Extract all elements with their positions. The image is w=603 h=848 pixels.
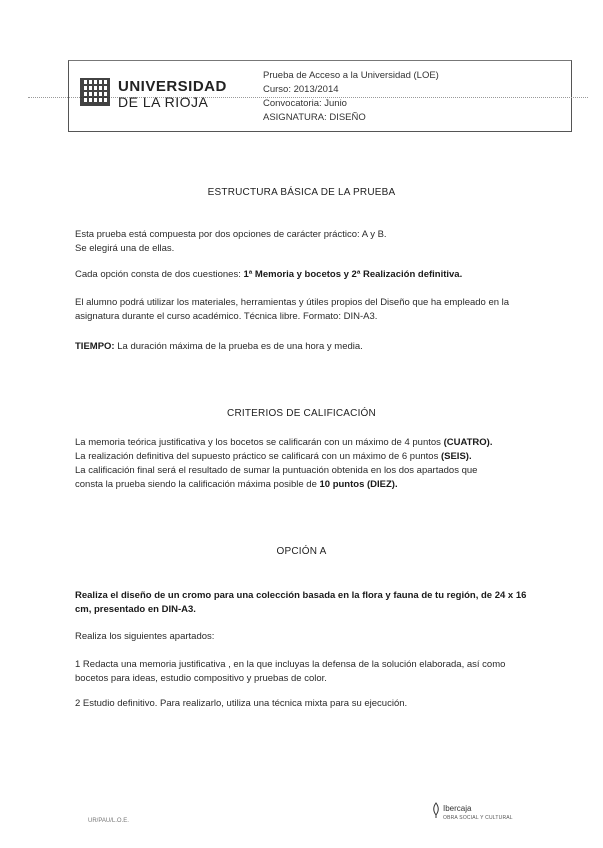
call: Convocatoria: Junio <box>263 98 347 109</box>
time-label: TIEMPO: <box>75 341 115 352</box>
criteria-line3: La calificación final será el resultado de sumar la puntuación obtenida en los dos apartados que <box>75 465 478 476</box>
time-text: La duración máxima de la prueba es de una hora y media. <box>114 341 363 352</box>
structure-p2-text: Cada opción consta de dos cuestiones: <box>75 269 244 280</box>
criteria-line4-text: consta la prueba siendo la calificación máxima posible de <box>75 479 320 490</box>
ibercaja-brand: Ibercaja <box>443 804 472 813</box>
criteria-line2-text: La realización definitiva del supuesto práctico se calificará con un máximo de 6 puntos <box>75 451 441 462</box>
criteria-line4-bold: 10 puntos (DIEZ). <box>319 479 398 490</box>
structure-p2-bold: 1ª Memoria y bocetos y 2ª Realización definitiva. <box>243 269 463 280</box>
logo-line1: UNIVERSIDAD <box>118 78 227 95</box>
exam-name: Prueba de Acceso a la Universidad (LOE) <box>263 70 439 81</box>
option-a-intro: Realiza los siguientes apartados: <box>75 631 215 642</box>
ibercaja-logo-icon <box>431 802 441 818</box>
logo-line2: DE LA RIOJA <box>118 94 209 110</box>
criteria-line2 <box>75 450 555 464</box>
structure-p2 <box>75 268 545 282</box>
ibercaja-tagline: OBRA SOCIAL Y CULTURAL <box>443 815 513 821</box>
criteria-line4 <box>75 478 555 492</box>
criteria-line2-bold: (SEIS). <box>440 451 472 462</box>
time-paragraph <box>75 340 545 354</box>
structure-p3: El alumno podrá utilizar los materiales, herramientas y útiles propios del Diseño que ha empleado en la asignatura durante el curso académico. Técnica libre. Formato: DIN-A3. <box>75 297 510 322</box>
structure-p1-line2: Se elegirá una de ellas. <box>75 243 175 254</box>
option-a-item1: 1 Redacta una memoria justificativa , en la que incluyas la defensa de la solución elaborada, así como bocetos para ideas, estudio compositivo y pruebas de color. <box>75 659 506 684</box>
course: Curso: 2013/2014 <box>263 84 339 95</box>
option-a-statement: Realiza el diseño de un cromo para una colección basada en la flora y fauna de tu región, de 24 x 16 cm, presentado en DIN-A3. <box>75 590 527 615</box>
criteria-block <box>75 436 555 492</box>
structure-p1-line1: Esta prueba está compuesta por dos opciones de carácter práctico: A y B. <box>75 229 387 240</box>
option-a-title: OPCIÓN A <box>276 546 327 557</box>
criteria-line1-bold: (CUATRO). <box>443 437 493 448</box>
university-crest-icon <box>80 78 110 106</box>
subject: ASIGNATURA: DISEÑO <box>263 112 366 123</box>
criteria-title: CRITERIOS DE CALIFICACIÓN <box>227 408 376 419</box>
structure-title: ESTRUCTURA BÁSICA DE LA PRUEBA <box>207 187 396 198</box>
criteria-line1 <box>75 436 555 450</box>
structure-p1 <box>75 228 545 256</box>
option-a-item2: 2 Estudio definitivo. Para realizarlo, utiliza una técnica mixta para su ejecución. <box>75 698 408 709</box>
footer-code: UR/PAU/L.O.E. <box>88 818 129 824</box>
criteria-line1-text: La memoria teórica justificativa y los bocetos se calificarán con un máximo de 4 puntos <box>75 437 444 448</box>
